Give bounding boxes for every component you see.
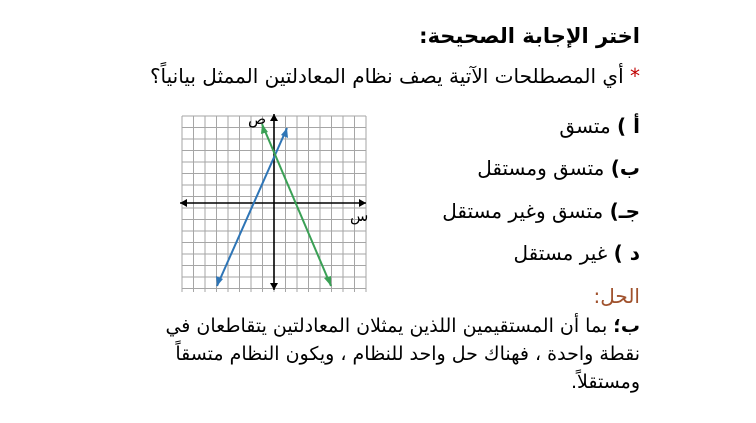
y-axis-label: ص	[248, 112, 267, 128]
question-text: أي المصطلحات الآتية يصف نظام المعادلتين الممثل بيانياً؟	[149, 64, 624, 88]
required-star: *	[630, 64, 640, 88]
option-letter: ب)	[610, 156, 640, 180]
x-axis-arrow-left	[180, 199, 187, 207]
graph-axes	[180, 114, 369, 290]
option-b[interactable]	[477, 156, 640, 180]
option-d[interactable]	[514, 241, 640, 265]
x-axis-label: س	[350, 207, 369, 225]
system-graph	[180, 112, 370, 292]
option-letter: جـ)	[609, 199, 640, 223]
option-c[interactable]	[442, 199, 640, 223]
solution-explanation	[130, 312, 640, 396]
instruction-title: اختر الإجابة الصحيحة:	[419, 24, 640, 48]
x-axis-arrow-right	[359, 199, 366, 207]
line-1-arrow-top	[281, 128, 288, 138]
option-text: متسق وغير مستقل	[442, 199, 604, 223]
solution-answer-letter: ب؛	[613, 315, 640, 337]
question	[150, 64, 640, 88]
solution-text: بما أن المستقيمين اللذين يمثلان المعادلتين يتقاطعان في نقطة واحدة ، فهناك حل واحد للنظام ، ويكون النظام متسقاً ومستقلاً.	[165, 315, 640, 393]
option-letter: د )	[613, 241, 640, 265]
option-text: متسق	[559, 114, 611, 138]
option-text: متسق ومستقل	[477, 156, 605, 180]
solution-label: الحل:	[593, 284, 640, 308]
option-letter: أ )	[617, 114, 640, 138]
option-text: غير مستقل	[513, 241, 608, 265]
y-axis-arrow-up	[270, 114, 278, 121]
option-a[interactable]	[559, 114, 640, 138]
